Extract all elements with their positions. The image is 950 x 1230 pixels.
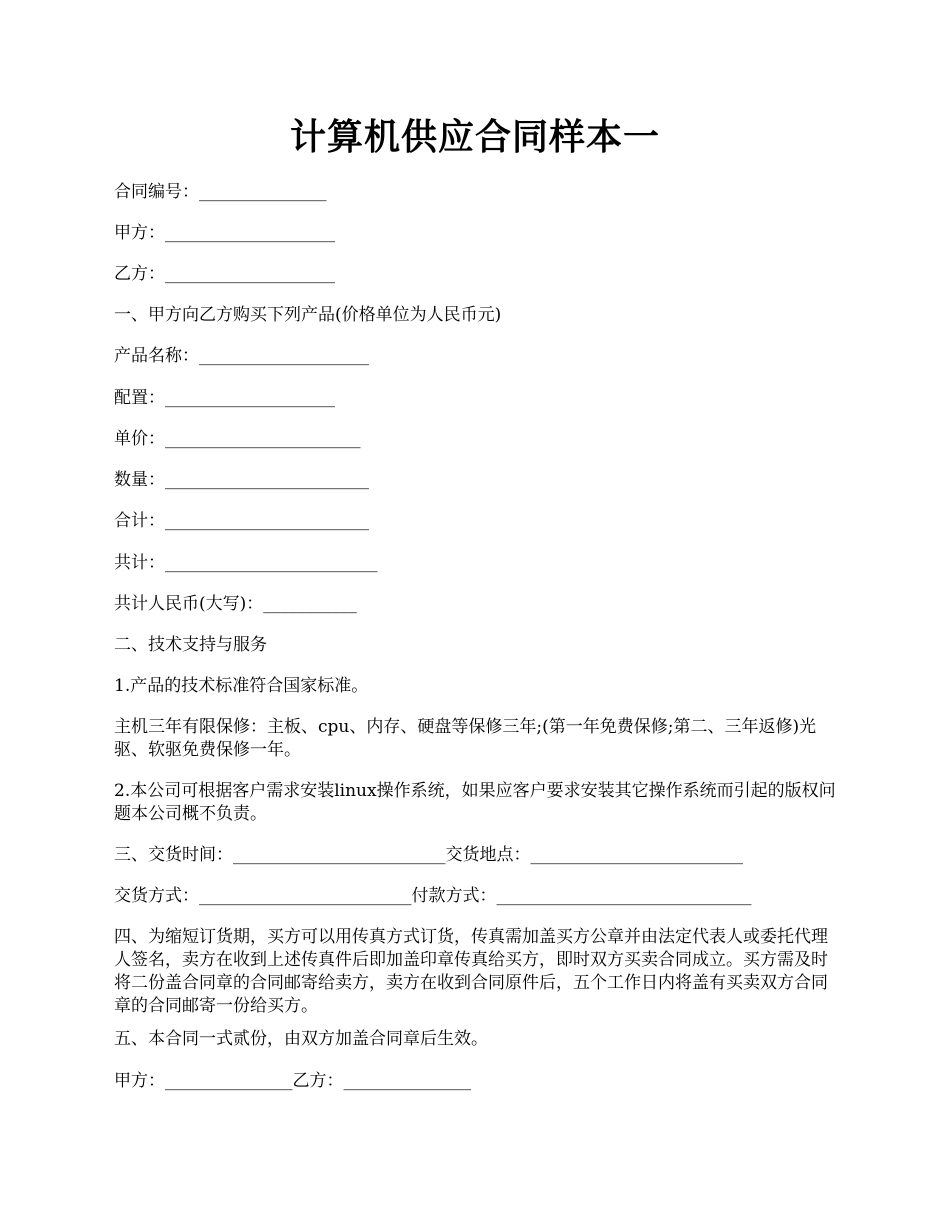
quantity-line: 数量：________________________ [114, 470, 369, 490]
contract-number-line: 合同编号：_______________ [114, 182, 327, 202]
section-4-paragraph: 四、为缩短订货期，买方可以用传真方式订货，传真需加盖买方公章并由法定代表人或委托代理人签名，卖方在收到上述传真件后即加盖印章传真给买方，即时双方买卖合同成立。买方需及时将二份盖合同章的合同邮寄给卖方，卖方在收到合同原件后，五个工作日内将盖有买卖双方合同章的合同邮寄一份给买方。 [114, 927, 828, 1016]
configuration-line: 配置：____________________ [114, 388, 335, 408]
subtotal-line: 合计：________________________ [114, 511, 369, 531]
section-1-heading: 一、甲方向乙方购买下列产品(价格单位为人民币元) [114, 305, 502, 325]
party-b-line: 乙方：____________________ [114, 264, 335, 284]
warranty-paragraph: 主机三年有限保修：主板、cpu、内存、硬盘等保修三年;(第一年免费保修;第二、三年返修)光驱、软驱免费保修一年。 [114, 717, 817, 760]
section-5-line: 五、本合同一式贰份，由双方加盖合同章后生效。 [114, 1029, 488, 1049]
total-rmb-line: 共计人民币(大写)：___________ [114, 594, 357, 614]
party-a-line: 甲方：____________________ [114, 223, 335, 243]
product-name-line: 产品名称：____________________ [114, 346, 369, 366]
technical-standard-item: 1.产品的技术标准符合国家标准。 [114, 676, 369, 696]
unit-price-line: 单价：_______________________ [114, 429, 361, 449]
total-line: 共计：_________________________ [114, 553, 378, 573]
delivery-payment-line: 交货方式：_________________________付款方式：______________________________ [114, 886, 752, 906]
delivery-time-place-line: 三、交货时间：_________________________交货地点：_________________________ [114, 845, 743, 865]
document-title: 计算机供应合同样本一 [289, 116, 660, 158]
os-install-paragraph: 2.本公司可根据客户需求安装linux操作系统，如果应客户要求安装其它操作系统而引起的版权问题本公司概不负责。 [114, 781, 836, 824]
section-2-heading: 二、技术支持与服务 [114, 635, 267, 655]
signatures-line: 甲方：_______________乙方：_______________ [114, 1071, 471, 1091]
